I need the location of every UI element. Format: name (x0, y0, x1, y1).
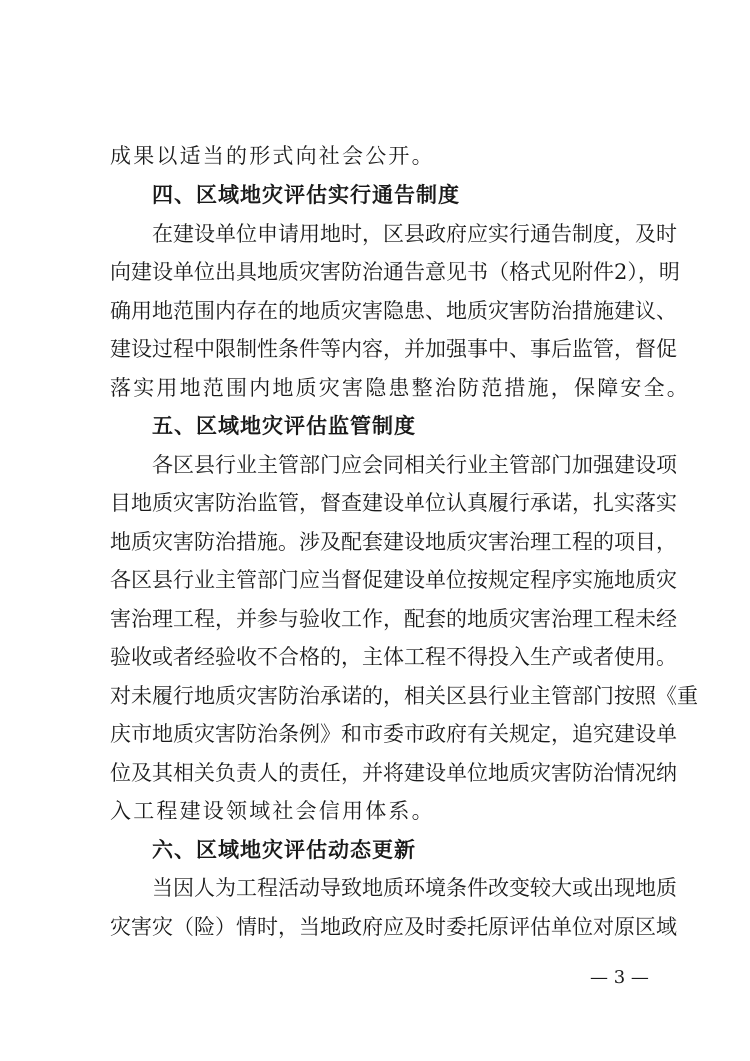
section-4-line-4: 建设过程中限制性条件等内容，并加强事中、事后监管，督促 (110, 337, 677, 361)
section-5-heading: 五、区域地灾评估监管制度 (152, 414, 416, 438)
section-6-line-2: 灾害灾（险）情时，当地政府应及时委托原评估单位对原区域 (110, 915, 677, 939)
section-4-heading: 四、区域地灾评估实行通告制度 (152, 183, 460, 207)
section-4-line-5: 落实用地范围内地质灾害隐患整治防范措施，保障安全。 (110, 376, 690, 400)
section-6-heading: 六、区域地灾评估动态更新 (152, 838, 416, 862)
section-5-line-8: 庆市地质灾害防治条例》和市委市政府有关规定，追究建设单 (110, 722, 677, 746)
section-5-line-1: 各区县行业主管部门应会同相关行业主管部门加强建设项 (152, 453, 677, 477)
section-5-line-6: 验收或者经验收不合格的，主体工程不得投入生产或者使用。 (110, 645, 677, 669)
section-5-line-4: 各区县行业主管部门应当督促建设单位按规定程序实施地质灾 (110, 568, 677, 592)
section-5-line-2: 目地质灾害防治监管，督查建设单位认真履行承诺，扎实落实 (110, 491, 677, 515)
section-4-line-2: 向建设单位出具地质灾害防治通告意见书（格式见附件2），明 (110, 260, 680, 284)
page-number: — 3 — (590, 967, 649, 988)
section-4-line-1: 在建设单位申请用地时，区县政府应实行通告制度，及时 (152, 222, 677, 246)
section-5-line-9: 位及其相关负责人的责任，并将建设单位地质灾害防治情况纳 (110, 761, 677, 785)
section-5-line-5: 害治理工程，并参与验收工作，配套的地质灾害治理工程未经 (110, 607, 677, 631)
section-5-line-3: 地质灾害防治措施。涉及配套建设地质灾害治理工程的项目， (110, 530, 677, 554)
intro-line: 成果以适当的形式向社会公开。 (110, 144, 435, 168)
section-6-line-1: 当因人为工程活动导致地质环境条件改变较大或出现地质 (152, 876, 677, 900)
section-4-line-3: 确用地范围内存在的地质灾害隐患、地质灾害防治措施建议、 (110, 299, 677, 323)
section-5-line-7: 对未履行地质灾害防治承诺的，相关区县行业主管部门按照《重 (110, 684, 698, 708)
section-5-line-10: 入工程建设领域社会信用体系。 (110, 799, 435, 823)
